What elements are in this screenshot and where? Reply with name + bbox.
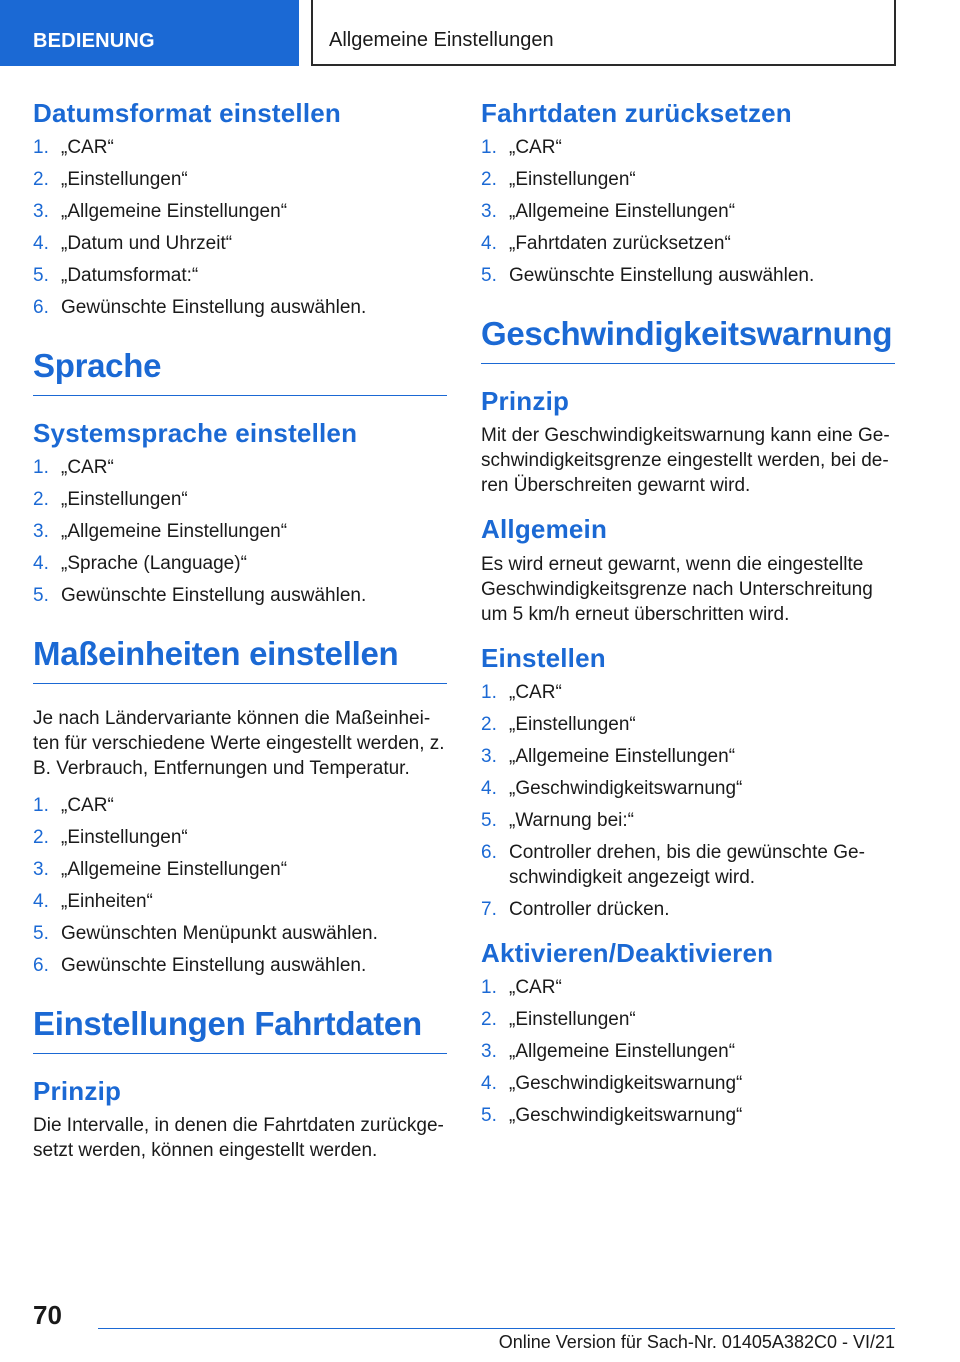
- allgemein-text: Es wird erneut gewarnt, wenn die eingestellte Geschwindigkeitsgrenze nach Unterschreitung um 5 km/h erneut überschritten wird.: [481, 553, 873, 625]
- step-number: 1.: [33, 457, 49, 479]
- right-column: [481, 98, 895, 1135]
- list-item: [481, 840, 895, 890]
- step-number: 1.: [481, 681, 497, 703]
- list-item: [481, 199, 895, 224]
- list-item: [33, 825, 447, 850]
- step-text: „Einheiten“: [61, 891, 153, 913]
- step-number: 2.: [481, 713, 497, 735]
- einstellen-steps: [481, 680, 895, 922]
- list-item: [33, 857, 447, 882]
- einstellen-title: Einstellen: [481, 642, 606, 673]
- list-item: [33, 231, 447, 256]
- step-text: Controller drehen, bis die gewünschte Geschwindigkeit angezeigt wird.: [509, 841, 865, 888]
- geschwindigkeit-prinzip-text: Mit der Geschwindigkeitswarnung kann eine Geschwindigkeitsgrenze eingestellt werden, bei deren Überschreiten gewarnt wird.: [481, 425, 890, 497]
- list-item: [481, 1071, 895, 1096]
- list-item: [481, 744, 895, 769]
- list-item: [481, 712, 895, 737]
- step-number: 4.: [481, 233, 497, 255]
- step-number: 5.: [481, 809, 497, 831]
- header-section-tab: BEDIENUNG: [0, 0, 299, 66]
- step-text: „Warnung bei:“: [509, 809, 634, 831]
- list-item: [33, 295, 447, 320]
- list-item: [33, 487, 447, 512]
- step-text: „Allgemeine Einstellungen“: [509, 745, 736, 767]
- list-item: [33, 889, 447, 914]
- list-item: [33, 455, 447, 480]
- step-text: „Sprache (Language)“: [61, 553, 247, 575]
- step-number: 4.: [33, 233, 49, 255]
- aktivieren-title: Aktivieren/Deaktivieren: [481, 937, 774, 968]
- step-number: 4.: [33, 553, 49, 575]
- step-number: 2.: [33, 169, 49, 191]
- step-text: „CAR“: [61, 137, 114, 159]
- step-number: 3.: [481, 745, 497, 767]
- step-number: 3.: [33, 201, 49, 223]
- step-number: 7.: [481, 898, 497, 920]
- step-text: Gewünschte Einstellung auswählen.: [61, 297, 367, 319]
- list-item: [481, 1039, 895, 1064]
- footer-version-text: Online Version für Sach-Nr. 01405A382C0 - VI/21: [498, 1332, 895, 1352]
- step-number: 3.: [33, 521, 49, 543]
- step-text: „Allgemeine Einstellungen“: [61, 201, 288, 223]
- step-number: 4.: [481, 1072, 497, 1094]
- datumsformat-title: Datumsformat einstellen: [33, 98, 342, 128]
- fahrtdaten-reset-title: Fahrtdaten zurücksetzen: [481, 98, 792, 128]
- step-text: „Einstellungen“: [509, 169, 636, 191]
- step-text: „Einstellungen“: [509, 713, 636, 735]
- footer-divider: [98, 1328, 895, 1329]
- list-item: [481, 776, 895, 801]
- sprache-heading: Sprache: [33, 347, 447, 396]
- step-text: „CAR“: [509, 137, 562, 159]
- step-number: 6.: [481, 841, 497, 863]
- step-text: „Einstellungen“: [61, 827, 188, 849]
- aktivieren-steps: [481, 975, 895, 1128]
- list-item: [33, 583, 447, 608]
- geschwindigkeit-heading: Geschwindigkeitswarnung: [481, 315, 895, 364]
- geschwindigkeit-prinzip-title: Prinzip: [481, 386, 570, 417]
- step-text: „Allgemeine Einstellungen“: [509, 201, 736, 223]
- masseinheiten-heading: Maßeinheiten einstellen: [33, 635, 447, 684]
- step-text: „CAR“: [61, 795, 114, 817]
- list-item: [33, 263, 447, 288]
- step-text: „Geschwindigkeitswarnung“: [509, 1072, 743, 1094]
- step-number: 5.: [481, 1104, 497, 1126]
- list-item: [481, 231, 895, 256]
- fahrtdaten-reset-steps: [481, 135, 895, 288]
- step-text: „Fahrtdaten zurücksetzen“: [509, 233, 731, 255]
- step-number: 2.: [33, 489, 49, 511]
- step-text: „Einstellungen“: [509, 1008, 636, 1030]
- step-number: 5.: [33, 923, 49, 945]
- datumsformat-steps: [33, 135, 447, 320]
- step-number: 1.: [481, 137, 497, 159]
- step-number: 6.: [33, 297, 49, 319]
- page-number: 70: [33, 1300, 62, 1330]
- masseinheiten-steps: [33, 793, 447, 978]
- step-text: „Allgemeine Einstellungen“: [509, 1040, 736, 1062]
- step-number: 4.: [481, 777, 497, 799]
- fahrtdaten-heading: Einstellungen Fahrtdaten: [33, 1005, 447, 1054]
- allgemein-title: Allgemein: [481, 514, 608, 545]
- sprache-steps: [33, 455, 447, 608]
- step-number: 1.: [33, 137, 49, 159]
- fahrtdaten-prinzip-title: Prinzip: [33, 1076, 122, 1107]
- masseinheiten-text: Je nach Ländervariante können die Maßeinheiten für verschiedene Werte eingestellt werden, z. B. Verbrauch, Entfernungen und Temperatur.: [33, 708, 445, 780]
- step-number: 3.: [481, 1040, 497, 1062]
- step-text: Controller drücken.: [509, 898, 670, 920]
- list-item: [481, 263, 895, 288]
- list-item: [33, 551, 447, 576]
- list-item: [33, 199, 447, 224]
- list-item: [33, 135, 447, 160]
- step-number: 6.: [33, 955, 49, 977]
- list-item: [481, 167, 895, 192]
- list-item: [481, 808, 895, 833]
- step-text: „Allgemeine Einstellungen“: [61, 859, 288, 881]
- systemsprache-title: Systemsprache einstellen: [33, 418, 358, 449]
- list-item: [481, 897, 895, 922]
- list-item: [33, 167, 447, 192]
- list-item: [33, 519, 447, 544]
- step-number: 5.: [33, 265, 49, 287]
- step-number: 3.: [33, 859, 49, 881]
- step-text: „Geschwindigkeitswarnung“: [509, 1104, 743, 1126]
- step-number: 1.: [33, 795, 49, 817]
- list-item: [33, 953, 447, 978]
- list-item: [481, 135, 895, 160]
- step-text: Gewünschte Einstellung auswählen.: [61, 585, 367, 607]
- step-text: „CAR“: [509, 681, 562, 703]
- step-text: „Einstellungen“: [61, 489, 188, 511]
- step-number: 3.: [481, 201, 497, 223]
- step-number: 4.: [33, 891, 49, 913]
- step-number: 2.: [481, 1008, 497, 1030]
- step-text: „CAR“: [509, 976, 562, 998]
- list-item: [481, 1007, 895, 1032]
- step-text: Gewünschte Einstellung auswählen.: [61, 955, 367, 977]
- step-text: „Geschwindigkeitswarnung“: [509, 777, 743, 799]
- step-text: Gewünschte Einstellung auswählen.: [509, 265, 815, 287]
- step-text: Gewünschten Menüpunkt auswählen.: [61, 923, 378, 945]
- list-item: [33, 921, 447, 946]
- fahrtdaten-prinzip-text: Die Intervalle, in denen die Fahrtdaten zurückgesetzt werden, können eingestellt werden.: [33, 1115, 444, 1162]
- step-text: „Datum und Uhrzeit“: [61, 233, 233, 255]
- step-text: „Allgemeine Einstellungen“: [61, 521, 288, 543]
- step-text: „CAR“: [61, 457, 114, 479]
- list-item: [481, 680, 895, 705]
- step-text: „Datumsformat:“: [61, 265, 199, 287]
- step-number: 1.: [481, 976, 497, 998]
- list-item: [33, 793, 447, 818]
- step-number: 2.: [481, 169, 497, 191]
- list-item: [481, 975, 895, 1000]
- header-title: Allgemeine Einstellungen: [311, 0, 896, 66]
- list-item: [481, 1103, 895, 1128]
- step-number: 5.: [481, 265, 497, 287]
- step-number: 5.: [33, 585, 49, 607]
- step-text: „Einstellungen“: [61, 169, 188, 191]
- step-number: 2.: [33, 827, 49, 849]
- left-column: [33, 98, 447, 1163]
